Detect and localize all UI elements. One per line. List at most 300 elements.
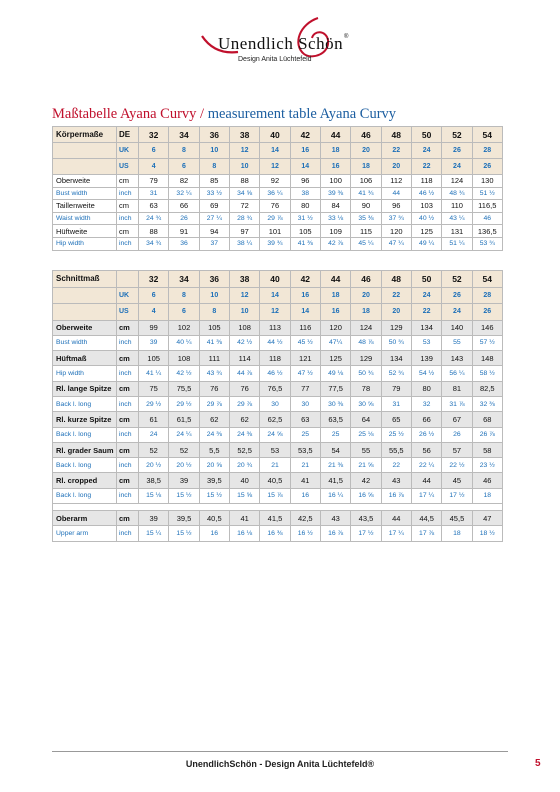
size-row-de bbox=[53, 127, 503, 143]
row-unit: inch bbox=[117, 458, 139, 473]
size-de: 46 bbox=[351, 127, 381, 143]
row-unit: inch bbox=[117, 366, 139, 381]
table-cell: 52 bbox=[139, 442, 169, 457]
table-cell: 66 bbox=[411, 412, 441, 427]
size-uk: 26 bbox=[442, 143, 472, 159]
size-us: 24 bbox=[442, 304, 472, 321]
table-cell: 41 ⅜ bbox=[290, 237, 320, 250]
table-cell: 130 bbox=[472, 175, 502, 188]
table-cell: 44 bbox=[381, 511, 411, 526]
logo-wordmark: Unendlich Schön bbox=[218, 34, 344, 53]
size-us: 20 bbox=[381, 159, 411, 175]
table-cell: 16 ⅝ bbox=[351, 488, 381, 503]
table-cell: 90 bbox=[351, 200, 381, 213]
table-cell: 15 ¼ bbox=[139, 526, 169, 541]
table-cell: 121 bbox=[290, 351, 320, 366]
table-cell: 31 ½ bbox=[290, 212, 320, 225]
size-us: 22 bbox=[411, 304, 441, 321]
table-cell: 102 bbox=[169, 320, 199, 335]
table-row bbox=[53, 212, 503, 225]
table-cell: 88 bbox=[139, 225, 169, 238]
table-cell: 67 bbox=[442, 412, 472, 427]
table-cell: 42 ⅞ bbox=[320, 237, 350, 250]
table-cell: 15 ⅝ bbox=[229, 488, 259, 503]
table-cell: 106 bbox=[351, 175, 381, 188]
table-cell: 24 ⅜ bbox=[199, 427, 229, 442]
table-cell: 77,5 bbox=[320, 381, 350, 396]
spacer-cell bbox=[53, 504, 503, 511]
table-cell: 33 ½ bbox=[199, 187, 229, 200]
table-cell: 136,5 bbox=[472, 225, 502, 238]
table-cell: 47¼ bbox=[320, 335, 350, 350]
table-cell: 18 bbox=[472, 488, 502, 503]
table-cell: 112 bbox=[381, 175, 411, 188]
row-unit: inch bbox=[117, 427, 139, 442]
table-cell: 16 bbox=[290, 488, 320, 503]
size-us: 22 bbox=[411, 159, 441, 175]
size-de: 52 bbox=[442, 271, 472, 288]
row-unit: inch bbox=[117, 335, 139, 350]
table-cell: 94 bbox=[199, 225, 229, 238]
size-us: 14 bbox=[290, 159, 320, 175]
table-row bbox=[53, 458, 503, 473]
brand-logo bbox=[200, 14, 360, 74]
table-cell: 20 ⅝ bbox=[199, 458, 229, 473]
table-cell: 50 ¾ bbox=[351, 366, 381, 381]
header-label bbox=[53, 304, 117, 321]
table-cell: 42 ½ bbox=[169, 366, 199, 381]
row-unit: cm bbox=[117, 473, 139, 488]
row-label: Back l. long bbox=[53, 396, 117, 411]
table-cell: 63 bbox=[290, 412, 320, 427]
table-cell: 46 bbox=[472, 473, 502, 488]
table-cell: 76 bbox=[199, 381, 229, 396]
table-cell: 96 bbox=[290, 175, 320, 188]
table-cell: 63,5 bbox=[320, 412, 350, 427]
pattern-measurements-table bbox=[52, 270, 503, 542]
table-cell: 39,5 bbox=[199, 473, 229, 488]
table-cell: 58 bbox=[472, 442, 502, 457]
size-uk: 6 bbox=[139, 143, 169, 159]
table-row bbox=[53, 320, 503, 335]
size-us: 20 bbox=[381, 304, 411, 321]
size-us: 18 bbox=[351, 159, 381, 175]
size-uk: 8 bbox=[169, 143, 199, 159]
table-cell: 75 bbox=[139, 381, 169, 396]
table-cell: 62 bbox=[199, 412, 229, 427]
table-cell: 53 bbox=[411, 335, 441, 350]
table-cell: 40,5 bbox=[260, 473, 290, 488]
table-cell: 78 bbox=[351, 381, 381, 396]
size-de: 40 bbox=[260, 127, 290, 143]
header-label bbox=[53, 287, 117, 304]
row-label: Back l. long bbox=[53, 488, 117, 503]
table-cell: 29 ½ bbox=[139, 396, 169, 411]
table-cell: 69 bbox=[199, 200, 229, 213]
row-unit: cm bbox=[117, 442, 139, 457]
table-cell: 56 ¼ bbox=[442, 366, 472, 381]
table-cell: 62 bbox=[229, 412, 259, 427]
table-cell: 134 bbox=[411, 320, 441, 335]
table-cell: 76 bbox=[229, 381, 259, 396]
table-cell: 29 ⅞ bbox=[199, 396, 229, 411]
size-de: 42 bbox=[290, 271, 320, 288]
table-cell: 34 ¾ bbox=[139, 237, 169, 250]
table-cell: 54 ½ bbox=[411, 366, 441, 381]
table-cell: 15 ⅛ bbox=[139, 488, 169, 503]
table-row bbox=[53, 366, 503, 381]
table-cell: 81 bbox=[442, 381, 472, 396]
size-de: 48 bbox=[381, 127, 411, 143]
size-de: 36 bbox=[199, 127, 229, 143]
size-system-label: UK bbox=[117, 287, 139, 304]
table-cell: 15 ½ bbox=[169, 526, 199, 541]
table-cell: 62,5 bbox=[260, 412, 290, 427]
row-spacer bbox=[53, 504, 503, 511]
table-cell: 113 bbox=[260, 320, 290, 335]
table-cell: 53 ¾ bbox=[472, 237, 502, 250]
table-cell: 82,5 bbox=[472, 381, 502, 396]
size-row-uk bbox=[53, 143, 503, 159]
table-cell: 39,5 bbox=[169, 511, 199, 526]
size-uk: 12 bbox=[229, 287, 259, 304]
size-de: 52 bbox=[442, 127, 472, 143]
size-us: 6 bbox=[169, 304, 199, 321]
size-de: 36 bbox=[199, 271, 229, 288]
table-cell: 80 bbox=[411, 381, 441, 396]
table-cell: 17 ½ bbox=[351, 526, 381, 541]
size-system-label bbox=[117, 271, 139, 288]
size-us: 8 bbox=[199, 304, 229, 321]
table-cell: 16 ⅞ bbox=[320, 526, 350, 541]
table-cell: 38,5 bbox=[139, 473, 169, 488]
table-cell: 44 ½ bbox=[260, 335, 290, 350]
size-uk: 6 bbox=[139, 287, 169, 304]
table-cell: 85 bbox=[199, 175, 229, 188]
table-row bbox=[53, 396, 503, 411]
table-cell: 63 bbox=[139, 200, 169, 213]
table-cell: 21 ⅜ bbox=[320, 458, 350, 473]
size-us: 26 bbox=[472, 159, 502, 175]
table-cell: 29 ⅞ bbox=[229, 396, 259, 411]
table-cell: 124 bbox=[351, 320, 381, 335]
size-uk: 10 bbox=[199, 143, 229, 159]
row-unit: cm bbox=[117, 381, 139, 396]
row-label: Taillenweite bbox=[53, 200, 117, 213]
table-cell: 21 bbox=[290, 458, 320, 473]
table-cell: 40 bbox=[229, 473, 259, 488]
table-cell: 116 bbox=[290, 320, 320, 335]
size-uk: 18 bbox=[320, 287, 350, 304]
table-cell: 110 bbox=[442, 200, 472, 213]
table-cell: 31 ⅞ bbox=[442, 396, 472, 411]
size-de: 34 bbox=[169, 271, 199, 288]
table-cell: 49 ⅛ bbox=[320, 366, 350, 381]
row-label: Hüftmaß bbox=[53, 351, 117, 366]
table-cell: 39 bbox=[139, 335, 169, 350]
table-cell: 30 ⅜ bbox=[320, 396, 350, 411]
table-row bbox=[53, 225, 503, 238]
table-cell: 15 ½ bbox=[169, 488, 199, 503]
table-cell: 41 ¾ bbox=[351, 187, 381, 200]
table-cell: 118 bbox=[260, 351, 290, 366]
row-label: Rl. lange Spitze bbox=[53, 381, 117, 396]
page-title bbox=[52, 106, 396, 123]
table-cell: 97 bbox=[229, 225, 259, 238]
size-us: 18 bbox=[351, 304, 381, 321]
table-cell: 108 bbox=[169, 351, 199, 366]
table-cell: 25 ½ bbox=[381, 427, 411, 442]
size-uk: 18 bbox=[320, 143, 350, 159]
table-cell: 5,5 bbox=[199, 442, 229, 457]
size-uk: 24 bbox=[411, 143, 441, 159]
table-cell: 48 ⅞ bbox=[351, 335, 381, 350]
table-cell: 46 ½ bbox=[411, 187, 441, 200]
table-cell: 37 ¾ bbox=[381, 212, 411, 225]
table-cell: 24 ¾ bbox=[139, 212, 169, 225]
size-de: 40 bbox=[260, 271, 290, 288]
table-cell: 125 bbox=[411, 225, 441, 238]
table-cell: 33 ⅛ bbox=[320, 212, 350, 225]
footer-text: UnendlichSchön - Design Anita Lüchtefeld® bbox=[185, 759, 375, 769]
table-cell: 34 ⅝ bbox=[229, 187, 259, 200]
row-label: Rl. grader Saum bbox=[53, 442, 117, 457]
table-cell: 64 bbox=[351, 412, 381, 427]
size-de: 38 bbox=[229, 127, 259, 143]
table-cell: 41 bbox=[290, 473, 320, 488]
table-cell: 43 ¾ bbox=[199, 366, 229, 381]
row-label: Rl. cropped bbox=[53, 473, 117, 488]
size-row-uk bbox=[53, 287, 503, 304]
row-label: Rl. kurze Spitze bbox=[53, 412, 117, 427]
size-us: 6 bbox=[169, 159, 199, 175]
table-cell: 114 bbox=[229, 351, 259, 366]
table-cell: 40 ½ bbox=[411, 212, 441, 225]
table-cell: 25 bbox=[290, 427, 320, 442]
table-cell: 38 bbox=[290, 187, 320, 200]
table-cell: 116,5 bbox=[472, 200, 502, 213]
table-cell: 55 bbox=[442, 335, 472, 350]
row-label: Hüftweite bbox=[53, 225, 117, 238]
table-cell: 80 bbox=[290, 200, 320, 213]
table-cell: 58 ½ bbox=[472, 366, 502, 381]
table-cell: 51 ¼ bbox=[442, 237, 472, 250]
row-label: Upper arm bbox=[53, 526, 117, 541]
size-us: 16 bbox=[320, 304, 350, 321]
size-uk: 10 bbox=[199, 287, 229, 304]
size-row-us bbox=[53, 304, 503, 321]
size-row-us bbox=[53, 159, 503, 175]
header-label bbox=[53, 143, 117, 159]
logo-registered-mark: ® bbox=[344, 34, 349, 40]
table-cell: 139 bbox=[411, 351, 441, 366]
size-us: 26 bbox=[472, 304, 502, 321]
table-cell: 57 bbox=[442, 442, 472, 457]
table-cell: 16 ⅜ bbox=[260, 526, 290, 541]
table-cell: 31 bbox=[139, 187, 169, 200]
size-uk: 20 bbox=[351, 287, 381, 304]
size-de: 54 bbox=[472, 271, 502, 288]
row-unit: cm bbox=[117, 200, 139, 213]
size-de: 44 bbox=[320, 127, 350, 143]
table-cell: 28 ¾ bbox=[229, 212, 259, 225]
title-english: measurement table Ayana Curvy bbox=[207, 106, 397, 122]
size-us: 4 bbox=[139, 304, 169, 321]
table-cell: 42 bbox=[351, 473, 381, 488]
row-unit: cm bbox=[117, 225, 139, 238]
table-cell: 17 ¼ bbox=[411, 488, 441, 503]
size-system-label: US bbox=[117, 159, 139, 175]
row-unit: cm bbox=[117, 412, 139, 427]
table-cell: 24 ⅝ bbox=[260, 427, 290, 442]
table-cell: 15 ⅞ bbox=[260, 488, 290, 503]
size-us: 14 bbox=[290, 304, 320, 321]
size-uk: 22 bbox=[381, 143, 411, 159]
table-cell: 108 bbox=[229, 320, 259, 335]
table-row bbox=[53, 335, 503, 350]
row-label: Hip width bbox=[53, 237, 117, 250]
table-cell: 41,5 bbox=[320, 473, 350, 488]
size-us: 12 bbox=[260, 159, 290, 175]
table-cell: 61 bbox=[139, 412, 169, 427]
row-label: Bust width bbox=[53, 187, 117, 200]
table-cell: 52 ¾ bbox=[381, 366, 411, 381]
logo-subtitle: Design Anita Lüchtefeld bbox=[238, 56, 312, 63]
row-label: Bust width bbox=[53, 335, 117, 350]
table-row bbox=[53, 187, 503, 200]
table-cell: 36 bbox=[169, 237, 199, 250]
table-cell: 105 bbox=[290, 225, 320, 238]
row-label: Oberweite bbox=[53, 320, 117, 335]
table-cell: 120 bbox=[320, 320, 350, 335]
table-cell: 24 bbox=[139, 427, 169, 442]
size-de: 46 bbox=[351, 271, 381, 288]
table-cell: 54 bbox=[320, 442, 350, 457]
table-cell: 88 bbox=[229, 175, 259, 188]
table-cell: 35 ⅜ bbox=[351, 212, 381, 225]
row-unit: cm bbox=[117, 320, 139, 335]
table-cell: 100 bbox=[320, 175, 350, 188]
table-cell: 42,5 bbox=[290, 511, 320, 526]
table-cell: 26 ½ bbox=[411, 427, 441, 442]
table-cell: 25 ⅛ bbox=[351, 427, 381, 442]
table-cell: 41,5 bbox=[260, 511, 290, 526]
table-cell: 30 ⅝ bbox=[351, 396, 381, 411]
table-row bbox=[53, 381, 503, 396]
table-cell: 17 ¼ bbox=[381, 526, 411, 541]
table-cell: 18 bbox=[442, 526, 472, 541]
table-cell: 16 ¼ bbox=[320, 488, 350, 503]
row-label: Back l. long bbox=[53, 427, 117, 442]
table-cell: 43,5 bbox=[351, 511, 381, 526]
table-cell: 43 bbox=[320, 511, 350, 526]
table-cell: 17 ½ bbox=[442, 488, 472, 503]
size-us: 8 bbox=[199, 159, 229, 175]
table-cell: 40 ¼ bbox=[169, 335, 199, 350]
table-cell: 148 bbox=[472, 351, 502, 366]
table-cell: 45,5 bbox=[442, 511, 472, 526]
table-row bbox=[53, 511, 503, 526]
table-cell: 47 ¼ bbox=[381, 237, 411, 250]
table-cell: 57 ½ bbox=[472, 335, 502, 350]
table-cell: 26 bbox=[442, 427, 472, 442]
table-cell: 44 ⅞ bbox=[229, 366, 259, 381]
size-uk: 12 bbox=[229, 143, 259, 159]
table-cell: 53 bbox=[260, 442, 290, 457]
table-cell: 105 bbox=[139, 351, 169, 366]
table-cell: 96 bbox=[381, 200, 411, 213]
table-row bbox=[53, 427, 503, 442]
table-cell: 134 bbox=[381, 351, 411, 366]
table-cell: 45 ½ bbox=[290, 335, 320, 350]
table-cell: 72 bbox=[229, 200, 259, 213]
row-unit: inch bbox=[117, 187, 139, 200]
size-de: 50 bbox=[411, 127, 441, 143]
table-cell: 52 bbox=[169, 442, 199, 457]
size-de: 42 bbox=[290, 127, 320, 143]
size-us: 4 bbox=[139, 159, 169, 175]
size-uk: 28 bbox=[472, 143, 502, 159]
row-unit: cm bbox=[117, 351, 139, 366]
table-cell: 20 ½ bbox=[139, 458, 169, 473]
size-de: 44 bbox=[320, 271, 350, 288]
table-cell: 30 bbox=[290, 396, 320, 411]
table-cell: 68 bbox=[472, 412, 502, 427]
table-cell: 43 ¼ bbox=[442, 212, 472, 225]
table-cell: 27 ¼ bbox=[199, 212, 229, 225]
table-cell: 44,5 bbox=[411, 511, 441, 526]
size-uk: 24 bbox=[411, 287, 441, 304]
table-cell: 45 ¼ bbox=[351, 237, 381, 250]
row-unit: inch bbox=[117, 237, 139, 250]
body-measurements-table bbox=[52, 126, 503, 251]
table-cell: 31 bbox=[381, 396, 411, 411]
table-cell: 76 bbox=[260, 200, 290, 213]
table-row bbox=[53, 200, 503, 213]
table-cell: 25 bbox=[320, 427, 350, 442]
table-row bbox=[53, 237, 503, 250]
table-cell: 92 bbox=[260, 175, 290, 188]
table-cell: 53,5 bbox=[290, 442, 320, 457]
table-cell: 39 bbox=[139, 511, 169, 526]
table-cell: 76,5 bbox=[260, 381, 290, 396]
table-cell: 16 bbox=[199, 526, 229, 541]
table-cell: 99 bbox=[139, 320, 169, 335]
table-cell: 32 ¼ bbox=[169, 187, 199, 200]
header-label: Schnittmaß bbox=[53, 271, 117, 288]
row-label: Waist width bbox=[53, 212, 117, 225]
table-cell: 118 bbox=[411, 175, 441, 188]
table-row bbox=[53, 488, 503, 503]
table-cell: 30 bbox=[260, 396, 290, 411]
table-cell: 38 ¼ bbox=[229, 237, 259, 250]
size-us: 12 bbox=[260, 304, 290, 321]
row-label: Hip width bbox=[53, 366, 117, 381]
table-cell: 131 bbox=[442, 225, 472, 238]
table-cell: 47 bbox=[472, 511, 502, 526]
table-cell: 44 bbox=[411, 473, 441, 488]
size-system-label: DE bbox=[117, 127, 139, 143]
table-cell: 79 bbox=[381, 381, 411, 396]
row-unit: inch bbox=[117, 488, 139, 503]
row-unit: inch bbox=[117, 526, 139, 541]
size-uk: 20 bbox=[351, 143, 381, 159]
table-cell: 20 ¾ bbox=[229, 458, 259, 473]
table-cell: 21 bbox=[260, 458, 290, 473]
table-cell: 20 ½ bbox=[169, 458, 199, 473]
table-cell: 40,5 bbox=[199, 511, 229, 526]
table-cell: 46 ½ bbox=[260, 366, 290, 381]
